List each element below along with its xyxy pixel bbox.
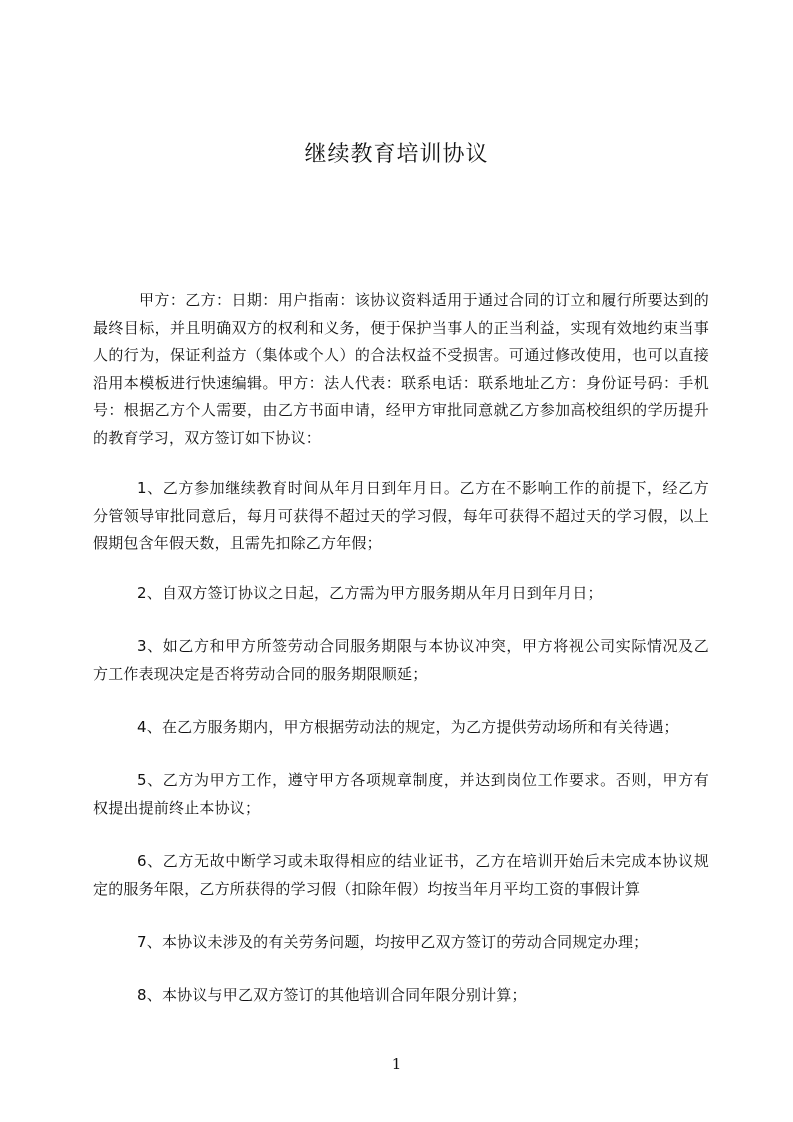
clause-6: 6、乙方无故中断学习或未取得相应的结业证书，乙方在培训开始后未完成本协议规定的服务年限，乙方所获得的学习假（扣除年假）均按当年月平均工资的事假计算: [93, 852, 709, 898]
document-title: 继续教育培训协议: [304, 142, 489, 167]
page-number: 1: [391, 1055, 402, 1073]
clause-5: 5、乙方为甲方工作，遵守甲方各项规章制度，并达到岗位工作要求。否则，甲方有权提出提前终止本协议；: [93, 771, 709, 817]
clause-1: 1、乙方参加继续教育时间从年月日到年月日。乙方在不影响工作的前提下，经乙方分管领导审批同意后，每月可获得不超过天的学习假，每年可获得不超过天的学习假，以上假期包含年假天数，且需先扣除乙方年假；: [93, 479, 709, 552]
clause-4: 4、在乙方服务期内，甲方根据劳动法的规定，为乙方提供劳动场所和有关待遇；: [137, 718, 679, 736]
clause-2: 2、自双方签订协议之日起，乙方需为甲方服务期从年月日到年月日；: [137, 584, 603, 602]
clause-8: 8、本协议与甲乙双方签订的其他培训合同年限分别计算；: [137, 986, 527, 1004]
clause-7: 7、本协议未涉及的有关劳务问题，均按甲乙双方签订的劳动合同规定办理；: [137, 933, 649, 951]
intro-paragraph: 甲方：乙方：日期：用户指南：该协议资料适用于通过合同的订立和履行所要达到的最终目标，并且明确双方的权利和义务，便于保护当事人的正当利益，实现有效地约束当事人的行为，保证利益方（集体或个人）的合法权益不受损害。可通过修改使用，也可以直接沿用本模板进行快速编辑。甲方：法人代表：联系电话：联系地址乙方：身份证号码：手机号：根据乙方个人需要，由乙方书面申请，经甲方审批同意就乙方参加高校组织的学历提升的教育学习，双方签订如下协议：: [93, 291, 709, 447]
clause-3: 3、如乙方和甲方所签劳动合同服务期限与本协议冲突，甲方将视公司实际情况及乙方工作表现决定是否将劳动合同的服务期限顺延；: [93, 637, 709, 683]
